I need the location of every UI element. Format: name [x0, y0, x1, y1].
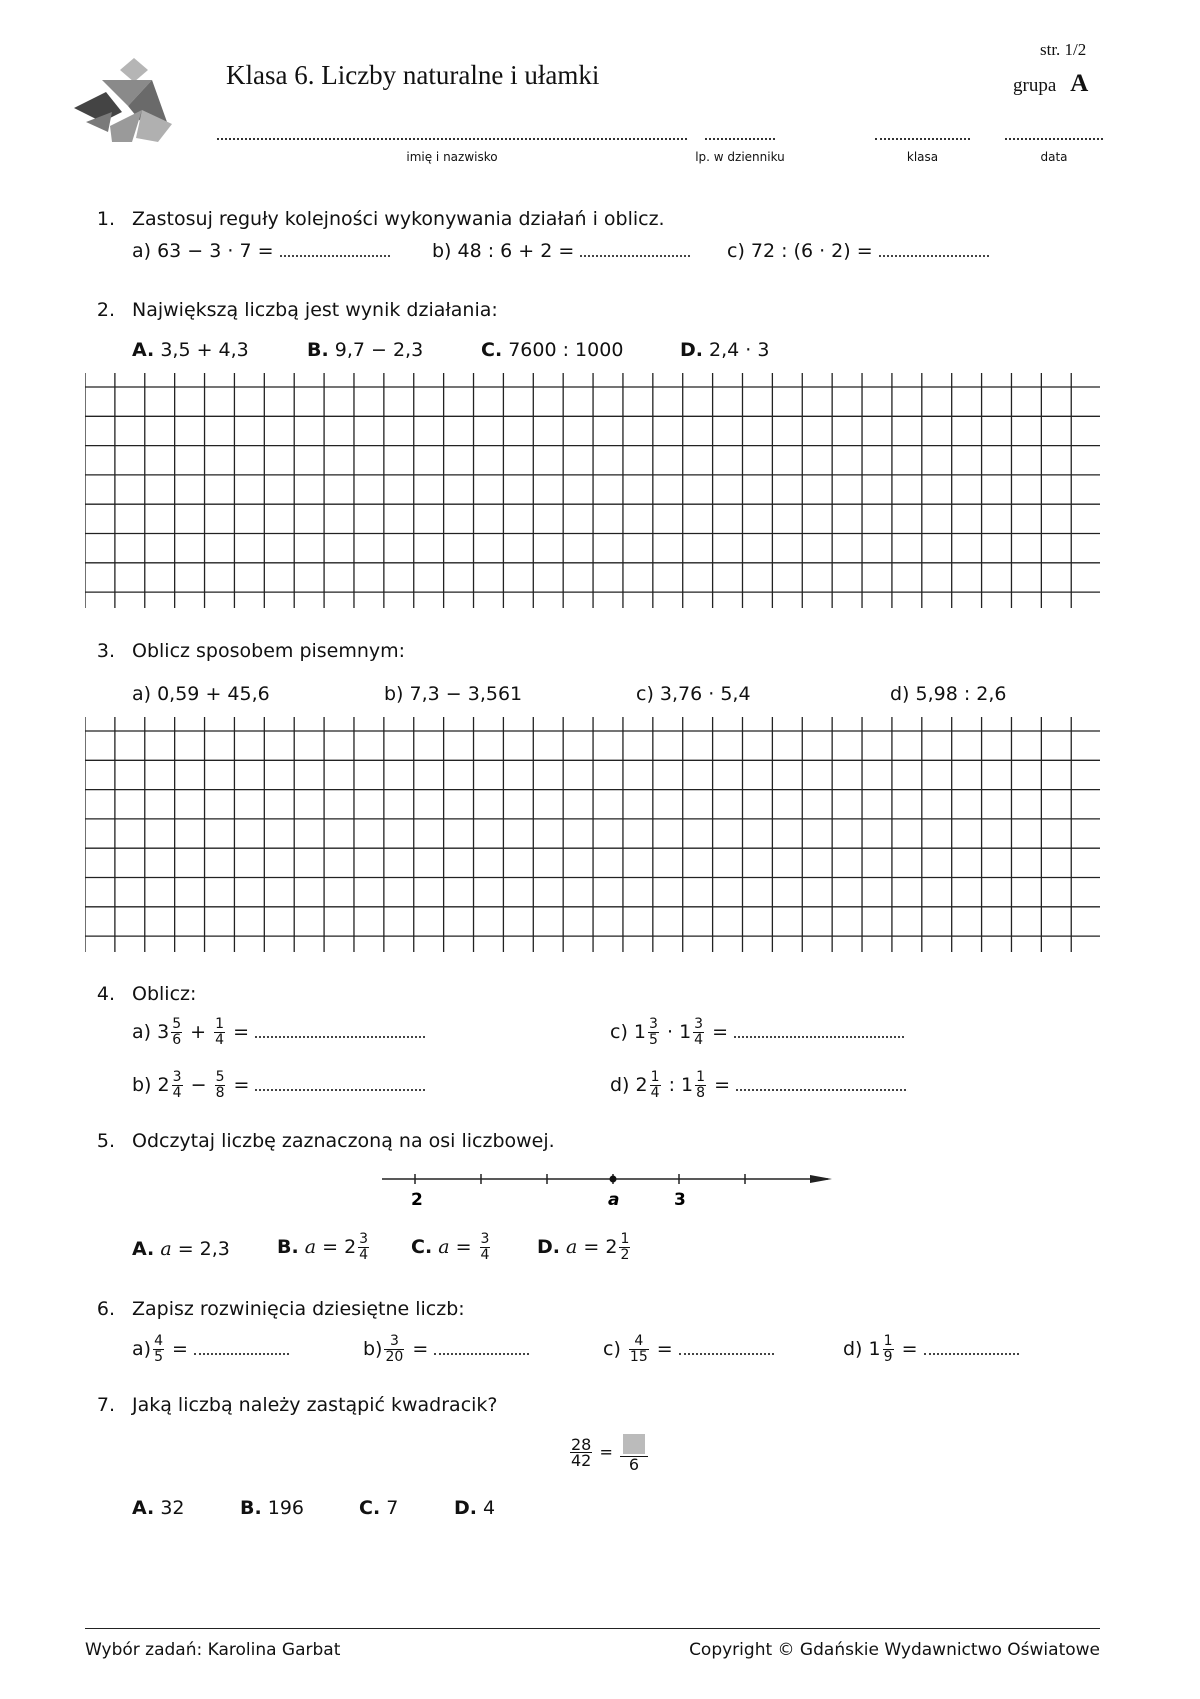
task7-option-c-letter: C.	[359, 1497, 381, 1519]
task7-option-d[interactable]	[454, 1497, 495, 1519]
task5-option-b-whole: 2	[344, 1236, 357, 1258]
task5-option-d[interactable]: D. a = 2 $\frac{1}{2}$	[537, 1231, 630, 1263]
numerator: 5	[172, 1016, 182, 1032]
task6-b: b) $\frac{3}{20}$ =	[363, 1334, 529, 1365]
task4-d-fraction2	[695, 1070, 706, 1101]
task1-a-answer[interactable]	[280, 243, 390, 257]
denominator: 2	[620, 1247, 630, 1263]
task2-question: Największą liczbą jest wynik działania:	[132, 299, 498, 321]
task7-option-b[interactable]	[240, 1497, 304, 1519]
task4-number: 4.	[96, 983, 115, 1005]
number-line-arrow	[810, 1175, 832, 1183]
task2-option-b-letter: B.	[307, 339, 329, 361]
task4-d-fraction1	[650, 1070, 661, 1101]
numerator: 3	[480, 1231, 490, 1247]
denominator: 8	[215, 1085, 225, 1101]
task4-b-fraction2	[215, 1070, 226, 1101]
task4-a-prefix: a)	[132, 1021, 152, 1043]
number-line	[380, 1165, 840, 1215]
task5-option-b-letter: B.	[277, 1236, 299, 1258]
task4-d-whole1: 2	[635, 1074, 648, 1096]
task6-a-prefix: a)	[132, 1338, 152, 1360]
task4-b-fraction1	[172, 1070, 183, 1101]
task4-a: a) 3 $\frac{5}{6}$ + $\frac{1}{4}$ =	[132, 1017, 425, 1048]
denominator: 15	[629, 1349, 648, 1365]
task5-option-c-letter: C.	[411, 1236, 433, 1258]
task4-d-whole2: 1	[681, 1074, 694, 1096]
task6-d: d) 1 $\frac{1}{9}$ =	[843, 1334, 1019, 1365]
numerator: 1	[696, 1069, 706, 1085]
task4-d: d) 2 $\frac{1}{4}$ : 1 $\frac{1}{8}$ =	[610, 1070, 906, 1101]
task4-b-operator: −	[190, 1074, 207, 1096]
denominator: 4	[215, 1032, 225, 1048]
denominator: 4	[172, 1085, 182, 1101]
task2-option-d[interactable]	[680, 339, 769, 361]
task5-option-a[interactable]	[132, 1238, 230, 1260]
task7-option-a[interactable]	[132, 1497, 185, 1519]
group-letter: A	[1070, 70, 1089, 97]
footer-author: Wybór zadań: Karolina Garbat	[85, 1640, 341, 1660]
task6-question: Zapisz rozwinięcia dziesiętne liczb:	[132, 1298, 465, 1320]
task6-d-answer[interactable]	[924, 1341, 1019, 1355]
denominator: 6	[172, 1032, 182, 1048]
denominator: 4	[650, 1085, 660, 1101]
task5-option-a-letter: A.	[132, 1238, 155, 1260]
denominator: 4	[694, 1032, 704, 1048]
class-field[interactable]	[875, 128, 970, 140]
page-number: str. 1/2	[1040, 40, 1087, 59]
task6-d-fraction	[883, 1334, 894, 1365]
task4-c-operator: ·	[666, 1021, 674, 1043]
task4-b-answer[interactable]	[255, 1077, 425, 1091]
task1-question: Zastosuj reguły kolejności wykonywania działań i oblicz.	[132, 208, 665, 230]
name-field-label: imię i nazwisko	[406, 150, 498, 164]
task6-c-answer[interactable]	[679, 1341, 774, 1355]
task2-option-b[interactable]	[307, 339, 423, 361]
numerator: 4	[629, 1334, 649, 1350]
task1-c-answer[interactable]	[879, 243, 989, 257]
task5-var: a	[304, 1236, 317, 1258]
page-title: Klasa 6. Liczby naturalne i ułamki	[226, 60, 600, 90]
task4-question: Oblicz:	[132, 983, 197, 1005]
publisher-logo	[72, 52, 182, 148]
numerator: 3	[649, 1016, 658, 1032]
task4-c-whole1: 1	[633, 1021, 646, 1043]
task6-c-fraction	[629, 1334, 649, 1365]
task2-option-d-letter: D.	[680, 339, 703, 361]
task2-answer-grid[interactable]	[85, 373, 1100, 608]
task6-a: a) $\frac{4}{5}$ =	[132, 1334, 289, 1365]
task3-d: d) 5,98 : 2,6	[890, 683, 1007, 705]
numerator: 28	[571, 1434, 592, 1454]
task2-option-d-text: 2,4 · 3	[709, 339, 770, 361]
task5-option-c[interactable]: C. a = $\frac{3}{4}$	[411, 1231, 490, 1263]
task3-question: Oblicz sposobem pisemnym:	[132, 640, 406, 662]
denominator: 8	[696, 1085, 706, 1101]
task5-var: a	[566, 1236, 578, 1258]
task4-d-operator: :	[668, 1074, 675, 1096]
task4-c-fraction1	[648, 1017, 659, 1048]
task1-a	[132, 240, 390, 262]
denominator: 4	[480, 1247, 490, 1263]
task2-option-c-text: 7600 : 1000	[508, 339, 624, 361]
task1-b-text: b) 48 : 6 + 2 =	[432, 240, 575, 262]
task7-option-c-text: 7	[386, 1497, 399, 1519]
footer-copyright: Copyright © Gdańskie Wydawnictwo Oświatowe	[689, 1640, 1100, 1660]
task7-option-d-letter: D.	[454, 1497, 477, 1519]
task2-option-a-letter: A.	[132, 339, 155, 361]
task7-fraction-unknown	[620, 1432, 648, 1472]
task7-equation: $\frac{28}{42}$ = 6	[568, 1432, 650, 1472]
task4-a-operator: +	[190, 1021, 207, 1043]
task5-question: Odczytaj liczbę zaznaczoną na osi liczbowej.	[132, 1130, 555, 1152]
task6-number: 6.	[96, 1298, 115, 1320]
numerator: 3	[384, 1334, 404, 1350]
task5-var: a	[160, 1238, 172, 1260]
numerator: 3	[172, 1069, 182, 1085]
task4-b: b) 2 $\frac{3}{4}$ − $\frac{5}{8}$ =	[132, 1070, 425, 1101]
numerator: 1	[883, 1333, 893, 1349]
numerator: 4	[154, 1333, 163, 1349]
task5-option-d-fraction	[619, 1232, 630, 1263]
task4-c-answer[interactable]	[734, 1024, 904, 1038]
task2-option-b-text: 9,7 − 2,3	[334, 339, 424, 361]
task6-b-fraction	[384, 1334, 404, 1365]
task1-c	[727, 240, 989, 262]
task7-option-d-text: 4	[483, 1497, 496, 1519]
task6-c-prefix: c)	[603, 1338, 621, 1360]
task6-b-answer[interactable]	[434, 1341, 529, 1355]
task5-var: a	[438, 1236, 450, 1258]
date-field[interactable]	[1005, 128, 1103, 140]
footer-rule	[85, 1628, 1100, 1629]
task5-option-c-fraction	[480, 1232, 491, 1263]
denominator: 5	[154, 1349, 163, 1365]
denominator: 42	[571, 1450, 592, 1470]
task3-c: c) 3,76 · 5,4	[636, 683, 751, 705]
task4-a-whole: 3	[157, 1021, 170, 1043]
task2-option-a-text: 3,5 + 4,3	[160, 339, 249, 361]
task7-option-b-letter: B.	[240, 1497, 262, 1519]
task6-d-whole: 1	[868, 1338, 881, 1360]
numerator: 3	[359, 1231, 369, 1247]
task7-number: 7.	[96, 1394, 115, 1416]
task6-a-answer[interactable]	[194, 1341, 289, 1355]
task3-number: 3.	[96, 640, 115, 662]
unknown-square	[620, 1432, 648, 1457]
numerator: 5	[215, 1069, 225, 1085]
point-a	[610, 1176, 617, 1183]
task6-c: c) $\frac{4}{15}$ =	[603, 1334, 774, 1365]
task4-c-whole2: 1	[679, 1021, 692, 1043]
task1-a-text: a) 63 − 3 · 7 =	[132, 240, 274, 262]
task3-answer-grid[interactable]	[85, 717, 1100, 952]
task6-d-prefix: d)	[843, 1338, 863, 1360]
task6-b-prefix: b)	[363, 1338, 383, 1360]
number-field[interactable]	[705, 128, 775, 140]
task4-c: c) 1 $\frac{3}{5}$ · 1 $\frac{3}{4}$ =	[610, 1017, 904, 1048]
date-field-label: data	[1040, 150, 1068, 164]
task6-a-fraction	[153, 1334, 164, 1365]
numerator: 1	[215, 1016, 225, 1032]
task7-option-a-letter: A.	[132, 1497, 155, 1519]
task7-option-b-text: 196	[267, 1497, 305, 1519]
task4-a-answer[interactable]	[255, 1024, 425, 1038]
task4-b-whole: 2	[157, 1074, 170, 1096]
denominator: 4	[359, 1247, 369, 1263]
task4-a-fraction1	[171, 1017, 182, 1048]
task7-option-c[interactable]	[359, 1497, 398, 1519]
name-field[interactable]	[217, 128, 687, 140]
task4-a-fraction2	[214, 1017, 225, 1048]
group-label	[1013, 70, 1088, 98]
class-field-label: klasa	[906, 150, 939, 164]
task5-option-b[interactable]: B. a = 2 $\frac{3}{4}$	[277, 1231, 369, 1263]
numerator: 3	[694, 1016, 704, 1032]
task7-question: Jaką liczbą należy zastąpić kwadracik?	[132, 1394, 498, 1416]
numerator: 1	[620, 1231, 630, 1247]
task4-d-prefix: d)	[610, 1074, 630, 1096]
task5-option-d-whole: 2	[605, 1236, 618, 1258]
task5-number: 5.	[96, 1130, 115, 1152]
task4-c-prefix: c)	[610, 1021, 628, 1043]
task4-c-fraction2	[693, 1017, 704, 1048]
label-a: a	[608, 1190, 620, 1210]
task1-b	[432, 240, 690, 262]
denominator: 6	[628, 1455, 640, 1474]
label-2: 2	[411, 1190, 423, 1210]
group-label-text: grupa	[1013, 75, 1057, 96]
task5-option-b-fraction	[358, 1232, 369, 1263]
task1-c-text: c) 72 : (6 · 2) =	[727, 240, 873, 262]
task5-option-d-letter: D.	[537, 1236, 560, 1258]
task4-d-answer[interactable]	[736, 1077, 906, 1091]
task1-b-answer[interactable]	[580, 243, 690, 257]
task2-option-c[interactable]	[481, 339, 623, 361]
numerator: 1	[650, 1069, 660, 1085]
task3-b: b) 7,3 − 3,561	[384, 683, 523, 705]
denominator: 20	[385, 1349, 404, 1365]
label-3: 3	[674, 1190, 686, 1210]
task3-a: a) 0,59 + 45,6	[132, 683, 270, 705]
denominator: 5	[649, 1032, 658, 1048]
denominator: 9	[883, 1349, 893, 1365]
number-field-label: lp. w dzienniku	[695, 150, 785, 164]
task4-b-prefix: b)	[132, 1074, 152, 1096]
task2-number: 2.	[96, 299, 115, 321]
task5-option-a-value: = 2,3	[177, 1238, 230, 1260]
task1-number: 1.	[96, 208, 115, 230]
task2-option-a[interactable]	[132, 339, 249, 361]
task2-option-c-letter: C.	[481, 339, 503, 361]
task7-option-a-text: 32	[160, 1497, 185, 1519]
task7-fraction	[570, 1434, 592, 1470]
